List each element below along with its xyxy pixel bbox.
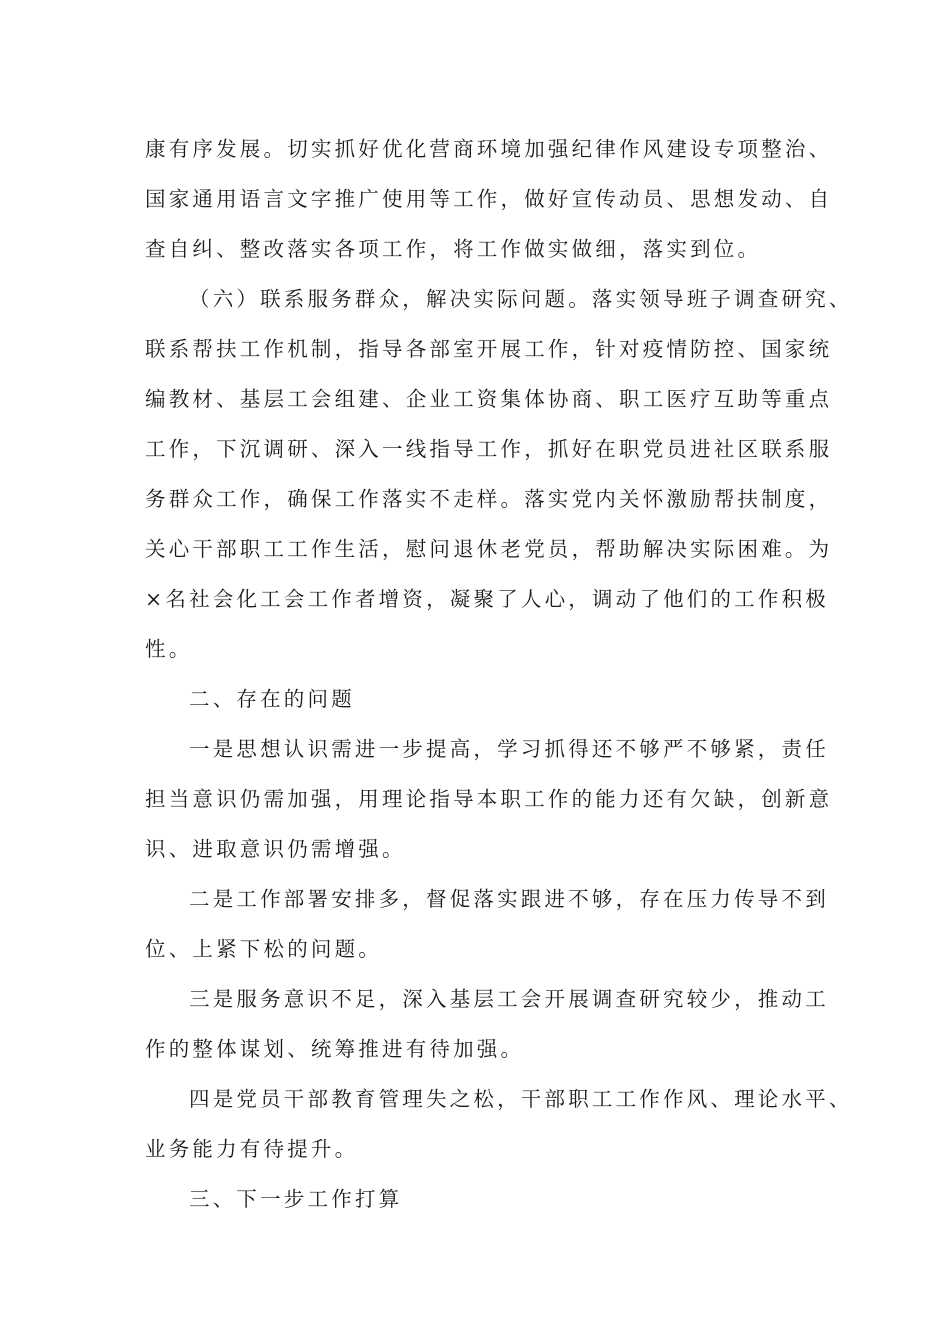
text-line: 三是服务意识不足，深入基层工会开展调查研究较少，推动工 (189, 987, 829, 1011)
text-line: 编教材、基层工会组建、企业工资集体协商、职工医疗互助等重点 (145, 387, 833, 411)
text-line: 工作，下沉调研、深入一线指导工作，抓好在职党员进社区联系服 (145, 437, 833, 461)
section-heading-six: （六）联系服务群众，解决实际问题。落实领导班子调查研究、 (189, 287, 853, 311)
text-line: 国家通用语言文字推广使用等工作，做好宣传动员、思想发动、自 (145, 187, 833, 211)
text-line: 一是思想认识需进一步提高，学习抓得还不够严不够紧，责任 (189, 737, 829, 761)
text-line: 作的整体谋划、统筹推进有待加强。 (145, 1037, 525, 1061)
text-line: 联系帮扶工作机制，指导各部室开展工作，针对疫情防控、国家统 (145, 337, 833, 361)
text-line: 性。 (145, 637, 193, 661)
text-line: 识、进取意识仍需增强。 (145, 837, 406, 861)
text-line: 位、上紧下松的问题。 (145, 937, 382, 961)
text-line: 查自纠、整改落实各项工作，将工作做实做细，落实到位。 (145, 237, 762, 261)
document-body (145, 124, 853, 1224)
text-line: 业务能力有待提升。 (145, 1137, 359, 1161)
section-heading-problems: 二、存在的问题 (189, 687, 355, 711)
text-line: 四是党员干部教育管理失之松，干部职工工作作风、理论水平、 (189, 1087, 853, 1111)
text-line: 关心干部职工工作生活，慰问退休老党员，帮助解决实际困难。为 (145, 537, 833, 561)
text-line: 康有序发展。切实抓好优化营商环境加强纪律作风建设专项整治、 (145, 137, 833, 161)
text-line: 担当意识仍需加强，用理论指导本职工作的能力还有欠缺，创新意 (145, 787, 833, 811)
text-line: 二是工作部署安排多，督促落实跟进不够，存在压力传导不到 (189, 887, 829, 911)
text-line: 务群众工作，确保工作落实不走样。落实党内关怀激励帮扶制度， (145, 487, 833, 511)
section-heading-next-steps: 三、下一步工作打算 (189, 1187, 403, 1211)
text-line: ×名社会化工会工作者增资，凝聚了人心，调动了他们的工作积极 (145, 587, 829, 611)
